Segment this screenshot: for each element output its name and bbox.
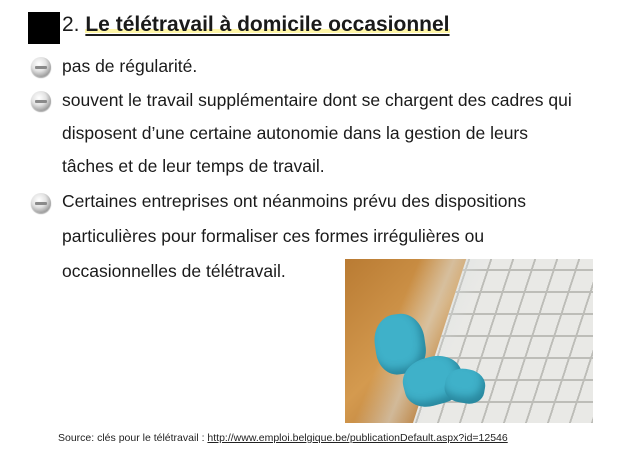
photo-slippers-keyboard <box>345 259 593 423</box>
source-citation <box>58 432 508 445</box>
slide-heading <box>62 11 450 39</box>
source-prefix: Source: clés pour le télétravail : <box>58 432 208 444</box>
bullet-3-line-2: particulières pour formaliser ces formes irrégulières ou <box>62 226 485 246</box>
bullet-2-line-2: disposent d’une certaine autonomie dans la gestion de leurs <box>62 123 529 143</box>
bullet-icon <box>31 57 51 77</box>
bullet-2-line-1: souvent le travail supplémentaire dont se chargent des cadres qui <box>62 90 572 110</box>
heading-title: Le télétravail à domicile occasionnel <box>85 13 450 36</box>
bullet-3-line-3: occasionnelles de télétravail. <box>62 261 286 281</box>
bullet-2-line-3: tâches et de leur temps de travail. <box>62 156 325 176</box>
bullet-3-line-1: Certaines entreprises ont néanmoins prévu des dispositions <box>62 191 527 211</box>
bullet-icon <box>31 193 51 213</box>
bullet-icon <box>31 91 51 111</box>
heading-number: 2. <box>62 13 86 36</box>
black-square-marker <box>28 12 60 44</box>
bullet-1-line-1: pas de régularité. <box>62 56 198 76</box>
source-link[interactable]: http://www.emploi.belgique.be/publicationDefault.aspx?id=12546 <box>207 432 508 444</box>
